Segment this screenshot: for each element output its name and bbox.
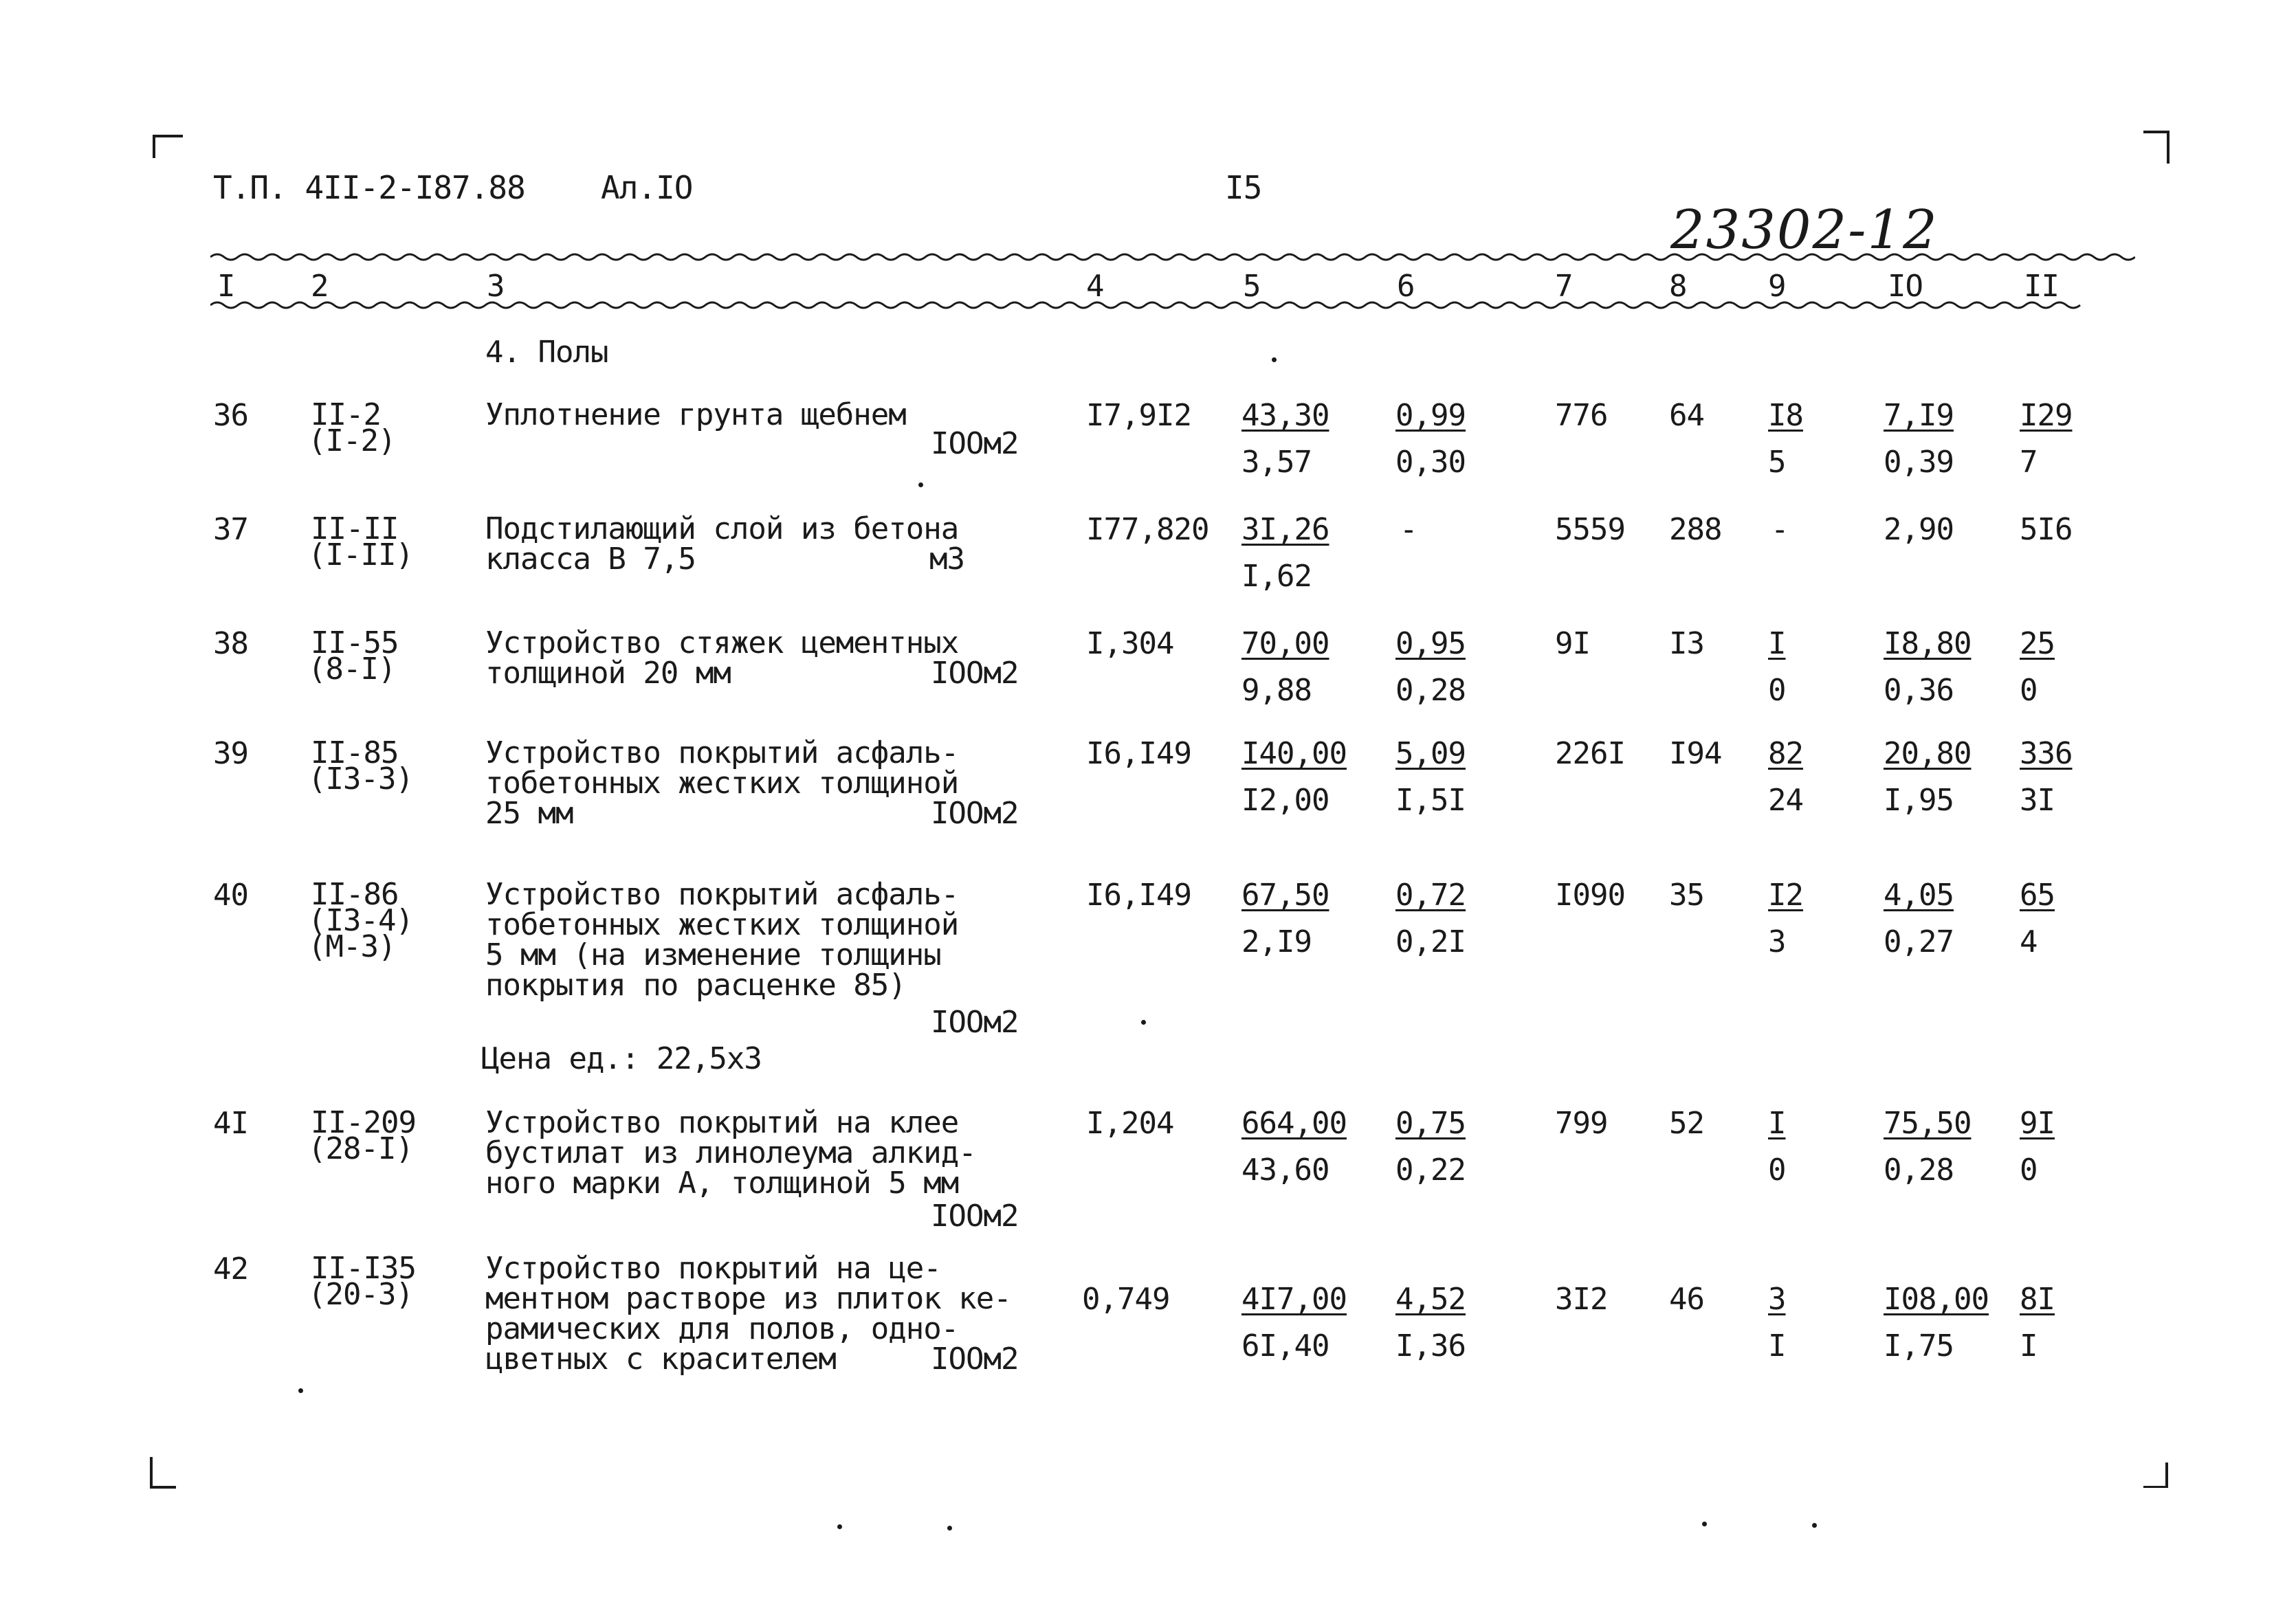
cell-5-bottom: 43,60	[1241, 1153, 1329, 1188]
rate-code: II-85	[311, 735, 399, 770]
rate-code: II-2	[311, 397, 381, 432]
row-number: 40	[213, 878, 248, 913]
cell-8: 35	[1669, 878, 1704, 913]
work-description: ментном растворе из плиток ке-	[485, 1281, 1011, 1316]
cell-5-bottom: I2,00	[1241, 783, 1329, 818]
cell-10-top: 2,90	[1884, 512, 1954, 547]
unit: IOOм2	[931, 1342, 1019, 1377]
cell-6-top: 0,99	[1395, 398, 1466, 433]
corner-mark-top-right	[2143, 131, 2170, 164]
cell-5-top: I40,00	[1241, 736, 1347, 771]
cell-11-bottom: 3I	[2020, 783, 2055, 818]
cell-9-bottom: 0	[1768, 673, 1786, 708]
work-description: тобетонных жестких толщиной	[485, 907, 959, 942]
scan-speck	[918, 482, 923, 487]
row-number: 4I	[213, 1106, 248, 1141]
cell-10-bottom: 0,28	[1884, 1153, 1954, 1188]
price-note: Цена ед.: 22,5х3	[481, 1041, 762, 1076]
unit: IOOм2	[931, 426, 1019, 461]
work-description: Устройство покрытий асфаль-	[485, 735, 959, 770]
work-description: ного марки А, толщиной 5 мм	[485, 1166, 959, 1201]
cell-5-top: 3I,26	[1241, 512, 1329, 547]
cell-11-bottom: 4	[2020, 924, 2038, 959]
cell-6-bottom: I,36	[1395, 1328, 1466, 1364]
cell-6-top: 0,75	[1395, 1106, 1466, 1141]
column-header-1: I	[217, 269, 235, 304]
cell-5-top: 4I7,00	[1241, 1282, 1347, 1317]
rate-code-ref: (20-3)	[308, 1277, 413, 1312]
work-description: покрытия по расценке 85)	[485, 968, 906, 1003]
row-number: 37	[213, 512, 248, 547]
rate-code: II-209	[311, 1105, 416, 1140]
cell-8: 64	[1669, 398, 1704, 433]
cell-6-bottom: 0,22	[1395, 1153, 1466, 1188]
cell-6-top: 5,09	[1395, 736, 1466, 771]
unit: IOOм2	[931, 656, 1019, 691]
column-header-5: 5	[1243, 269, 1261, 304]
scan-speck	[298, 1388, 303, 1393]
cell-9-bottom: 3	[1768, 924, 1786, 959]
album-number: Ал.IO	[601, 169, 693, 206]
unit: м3	[929, 542, 964, 577]
cell-5-bottom: 6I,40	[1241, 1328, 1329, 1364]
row-number: 36	[213, 398, 248, 433]
cell-7: 5559	[1555, 512, 1625, 547]
work-description: Уплотнение грунта щебнем	[485, 397, 906, 432]
cell-9-top: 3	[1768, 1282, 1786, 1317]
cell-9-bottom: 5	[1768, 445, 1786, 480]
quantity: 0,749	[1082, 1282, 1170, 1317]
cell-6-top: 4,52	[1395, 1282, 1466, 1317]
cell-9-top: I	[1768, 1106, 1786, 1141]
document-code: Т.П. 4II-2-I87.88	[213, 169, 525, 206]
page-number: I5	[1225, 169, 1262, 206]
column-header-10: IO	[1888, 269, 1923, 304]
unit: IOOм2	[931, 1199, 1019, 1234]
cell-7: 226I	[1555, 736, 1625, 771]
rate-code-ref: (I-II)	[308, 537, 413, 572]
column-header-8: 8	[1669, 269, 1687, 304]
work-description: бустилат из линолеума алкид-	[485, 1135, 976, 1170]
work-description: рамических для полов, одно-	[485, 1311, 959, 1346]
cell-5-bottom: I,62	[1241, 559, 1312, 594]
cell-10-top: 4,05	[1884, 878, 1954, 913]
work-description: класса В 7,5	[485, 542, 696, 577]
rate-code-ref: (I-2)	[308, 423, 396, 458]
corner-mark-bottom-left	[150, 1457, 176, 1489]
cell-6-bottom: 0,30	[1395, 445, 1466, 480]
column-header-4: 4	[1086, 269, 1104, 304]
cell-9-top: I	[1768, 626, 1786, 661]
cell-9-top: 82	[1768, 736, 1803, 771]
cell-9-top: -	[1771, 512, 1789, 547]
column-header-11: II	[2024, 269, 2059, 304]
column-header-6: 6	[1397, 269, 1415, 304]
cell-5-bottom: 3,57	[1241, 445, 1312, 480]
scan-speck	[837, 1524, 842, 1529]
unit: IOOм2	[931, 1005, 1019, 1040]
cell-5-bottom: 2,I9	[1241, 924, 1312, 959]
work-description: цветных с красителем	[485, 1342, 836, 1377]
cell-9-bottom: I	[1768, 1328, 1786, 1364]
work-description: Подстилающий слой из бетона	[485, 511, 959, 546]
work-description: Устройство стяжек цементных	[485, 625, 959, 660]
quantity: I,304	[1086, 626, 1174, 661]
row-number: 39	[213, 736, 248, 771]
work-description: 25 мм	[485, 796, 573, 831]
cell-6-bottom: 0,2I	[1395, 924, 1466, 959]
cell-10-bottom: 0,36	[1884, 673, 1954, 708]
cell-11-top: 9I	[2020, 1106, 2055, 1141]
cell-11-top: 65	[2020, 878, 2055, 913]
cell-11-bottom: 0	[2020, 673, 2038, 708]
quantity: I7,9I2	[1086, 398, 1191, 433]
cell-6-bottom: 0,28	[1395, 673, 1466, 708]
cell-8: 288	[1669, 512, 1722, 547]
cell-7: I090	[1555, 878, 1625, 913]
cell-11-top: 336	[2020, 736, 2073, 771]
cell-7: 9I	[1555, 626, 1590, 661]
cell-11-bottom: 0	[2020, 1153, 2038, 1188]
cell-7: 3I2	[1555, 1282, 1608, 1317]
cell-10-top: 20,80	[1884, 736, 1972, 771]
rate-code-ref: (8-I)	[308, 652, 396, 687]
row-number: 38	[213, 626, 248, 661]
rate-code-ref: (28-I)	[308, 1131, 413, 1166]
cell-5-top: 664,00	[1241, 1106, 1347, 1141]
cell-11-top: 25	[2020, 626, 2055, 661]
cell-7: 799	[1555, 1106, 1608, 1141]
cell-5-top: 43,30	[1241, 398, 1329, 433]
corner-mark-bottom-right	[2143, 1462, 2168, 1488]
row-number: 42	[213, 1252, 248, 1287]
cell-10-bottom: 0,27	[1884, 924, 1954, 959]
scan-speck	[1272, 357, 1277, 362]
quantity: I,204	[1086, 1106, 1174, 1141]
column-header-9: 9	[1768, 269, 1786, 304]
cell-10-top: 7,I9	[1884, 398, 1954, 433]
cell-7: 776	[1555, 398, 1608, 433]
rate-code-ref: (I3-3)	[308, 761, 413, 797]
work-description: толщиной 20 мм	[485, 656, 731, 691]
cell-10-bottom: 0,39	[1884, 445, 1954, 480]
cell-11-bottom: I	[2020, 1328, 2038, 1364]
cell-6-bottom: I,5I	[1395, 783, 1466, 818]
quantity: I6,I49	[1086, 736, 1191, 771]
cell-10-top: 75,50	[1884, 1106, 1972, 1141]
scan-speck	[947, 1526, 952, 1531]
column-header-3: 3	[487, 269, 505, 304]
cell-9-top: I2	[1768, 878, 1803, 913]
section-title: 4. Полы	[485, 335, 608, 370]
scan-speck	[1702, 1522, 1707, 1526]
cell-8: 52	[1669, 1106, 1704, 1141]
cell-10-top: I8,80	[1884, 626, 1972, 661]
corner-mark-top-left	[153, 135, 183, 158]
quantity: I77,820	[1086, 512, 1209, 547]
cell-8: I94	[1669, 736, 1722, 771]
cell-6-top: 0,72	[1395, 878, 1466, 913]
cell-11-top: 5I6	[2020, 512, 2073, 547]
cell-9-bottom: 24	[1768, 783, 1803, 818]
handwritten-inventory-number: 23302-12	[1670, 199, 1939, 261]
work-description: тобетонных жестких толщиной	[485, 766, 959, 801]
work-description: Устройство покрытий асфаль-	[485, 877, 959, 912]
cell-5-top: 67,50	[1241, 878, 1329, 913]
cell-8: 46	[1669, 1282, 1704, 1317]
column-header-7: 7	[1555, 269, 1573, 304]
quantity: I6,I49	[1086, 878, 1191, 913]
rate-code-ref: (I3-4)	[308, 903, 413, 938]
cell-8: I3	[1669, 626, 1704, 661]
cell-6-top: -	[1400, 512, 1417, 547]
scan-speck	[1141, 1020, 1146, 1025]
cell-10-top: I08,00	[1884, 1282, 1989, 1317]
work-description: Устройство покрытий на клее	[485, 1105, 959, 1140]
rate-code: II-55	[311, 625, 399, 660]
scan-speck	[1812, 1523, 1817, 1528]
cell-9-bottom: 0	[1768, 1153, 1786, 1188]
rate-code: II-I35	[311, 1251, 416, 1286]
work-description: Устройство покрытий на це-	[485, 1251, 941, 1286]
cell-11-top: I29	[2020, 398, 2073, 433]
cell-5-top: 70,00	[1241, 626, 1329, 661]
work-description: 5 мм (на изменение толщины	[485, 937, 941, 972]
cell-11-top: 8I	[2020, 1282, 2055, 1317]
table-top-rule	[210, 249, 2135, 265]
unit: IOOм2	[931, 796, 1019, 831]
cell-9-top: I8	[1768, 398, 1803, 433]
cell-6-top: 0,95	[1395, 626, 1466, 661]
cell-10-bottom: I,95	[1884, 783, 1954, 818]
rate-code: II-II	[311, 511, 399, 546]
rate-code: II-86	[311, 877, 399, 912]
column-header-2: 2	[311, 269, 329, 304]
rate-code-ref: (М-3)	[308, 929, 396, 964]
cell-5-bottom: 9,88	[1241, 673, 1312, 708]
cell-11-bottom: 7	[2020, 445, 2038, 480]
cell-10-bottom: I,75	[1884, 1328, 1954, 1364]
